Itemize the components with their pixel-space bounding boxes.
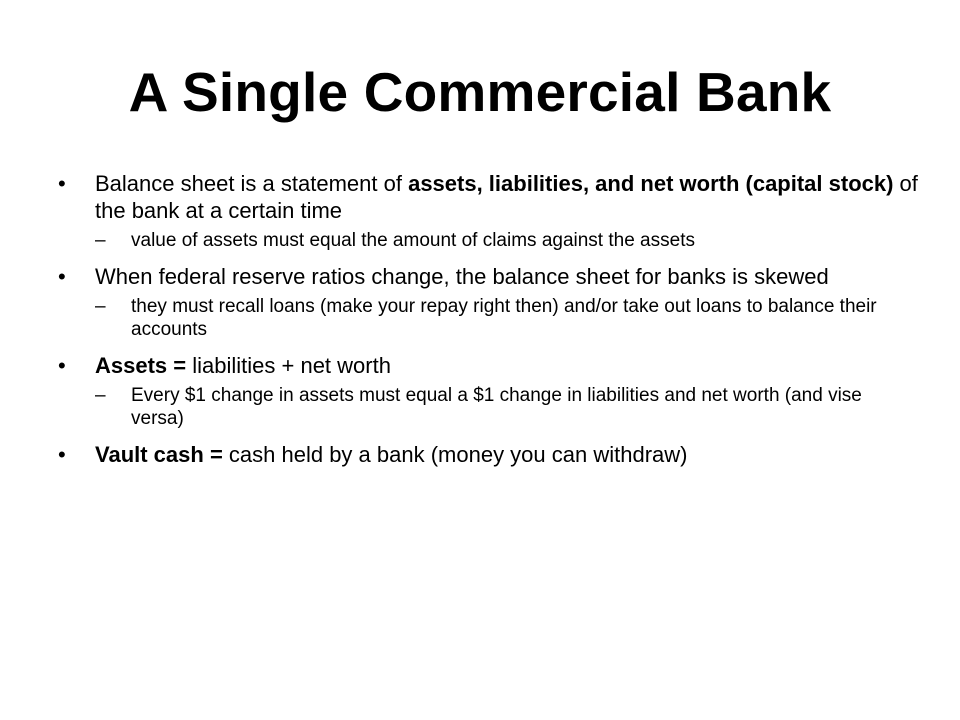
bullet-text-bold: Assets = [95, 353, 187, 378]
bullet-text: When federal reserve ratios change, the balance sheet for banks is skewed [95, 264, 829, 289]
sub-bullet-text: they must recall loans (make your repay right then) and/or take out loans to balance their accounts [131, 296, 877, 340]
bullet-assets-equation [58, 352, 918, 379]
bullet-list [58, 170, 918, 475]
sub-bullet-assets-claims [95, 229, 918, 252]
sub-bullet-text: Every $1 change in assets must equal a $1 change in liabilities and net worth (and vise versa) [131, 385, 862, 429]
bullet-text: Balance sheet is a statement of [95, 171, 409, 196]
bullet-marker: • [58, 171, 66, 196]
bullet-marker: • [58, 442, 66, 467]
slide-title: A Single Commercial Bank [128, 61, 832, 123]
sub-bullet-text: value of assets must equal the amount of claims against the assets [131, 230, 695, 251]
bullet-text: liabilities + net worth [186, 353, 391, 378]
bullet-text: cash held by a bank (money you can withdraw) [222, 442, 688, 467]
bullet-text-bold: Vault cash = [95, 442, 223, 467]
bullet-marker: • [58, 353, 66, 378]
bullet-marker: • [58, 264, 66, 289]
sub-bullet-marker: – [95, 230, 106, 251]
bullet-vault-cash [58, 441, 918, 468]
sub-bullet-marker: – [95, 296, 106, 317]
bullet-text: of the bank at a certain time [95, 171, 918, 223]
bullet-balance-sheet [58, 170, 918, 224]
bullet-reserve-ratios [58, 263, 918, 290]
sub-bullet-dollar-change [95, 384, 918, 430]
bullet-text-bold: assets, liabilities, and net worth (capital stock) [408, 171, 894, 196]
sub-bullet-marker: – [95, 385, 106, 406]
sub-bullet-recall-loans [95, 295, 918, 341]
